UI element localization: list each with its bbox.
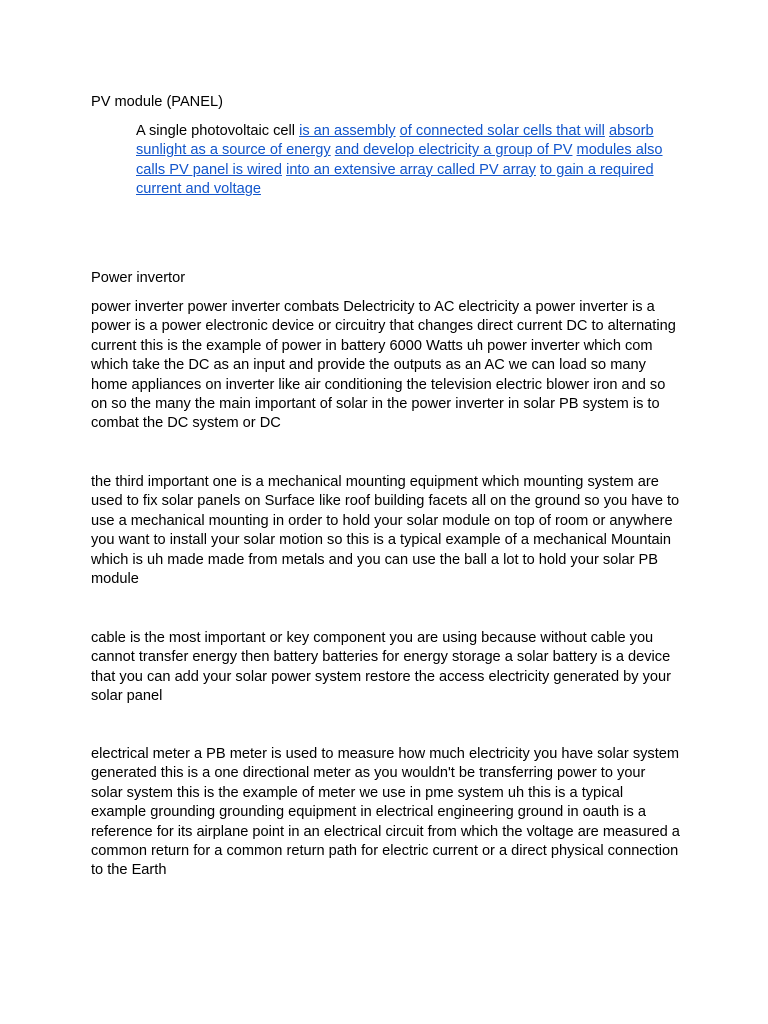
section-heading-pv-module: PV module (PANEL) [91, 94, 223, 110]
electrical-meter-paragraph: electrical meter a PB meter is used to measure how much electricity you have solar system generated this is a one directional meter as you wouldn't be transferring power to your solar system this is the example of meter we use in pme system uh this is a typical example grounding grounding equipment in electrical engineering ground in oauth is a reference for its airplane point in an electrical circuit from which the voltage are measured a common return for a common return path for electric current or a direct physical connection to the Earth [91, 746, 680, 879]
pv-link-extensive-array[interactable]: into an extensive array called PV array [286, 161, 536, 178]
pv-module-intro-text: A single photovoltaic cell [136, 123, 296, 139]
pv-link-modules-wired[interactable]: modules also calls PV panel is wired [136, 142, 663, 178]
section-heading-power-invertor: Power invertor [91, 270, 186, 286]
pv-link-develop-electricity[interactable]: and develop electricity a group of PV [334, 142, 573, 159]
pv-link-required-current[interactable]: to gain a required current and voltage [136, 161, 654, 198]
pv-module-description [136, 122, 681, 200]
pv-link-absorb-sunlight[interactable]: absorb sunlight as a source of energy [136, 123, 654, 159]
pv-link-connected-cells[interactable]: of connected solar cells that will [399, 123, 605, 139]
power-inverter-paragraph: power inverter power inverter combats Delectricity to AC electricity a power inverter is a power is a power electronic device or circuitry that changes direct current DC to alternating current this is the example of power in battery 6000 Watts uh power inverter which com which take the DC as an input and provide the outputs as an AC we can load so many home appliances on inverter like air conditioning the television electric blower iron and so on so the many the main important of solar in the power inverter in solar PB system is to combat the DC system or DC [91, 299, 676, 432]
pv-link-assembly[interactable]: is an assembly [299, 123, 396, 139]
cable-battery-paragraph: cable is the most important or key component you are using because without cable you cannot transfer energy then battery batteries for energy storage a solar battery is a device that you can add your solar power system restore the access electricity generated by your solar panel [91, 630, 671, 705]
mounting-equipment-paragraph: the third important one is a mechanical mounting equipment which mounting system are used to fix solar panels on Surface like roof building facets all on the ground so you have to use a mechanical mounting in order to hold your solar module on top of room or anywhere you want to install your solar motion so this is a typical example of a mechanical Mountain which is uh made made from metals and you can use the ball a lot to hold your solar PB module [91, 474, 680, 588]
